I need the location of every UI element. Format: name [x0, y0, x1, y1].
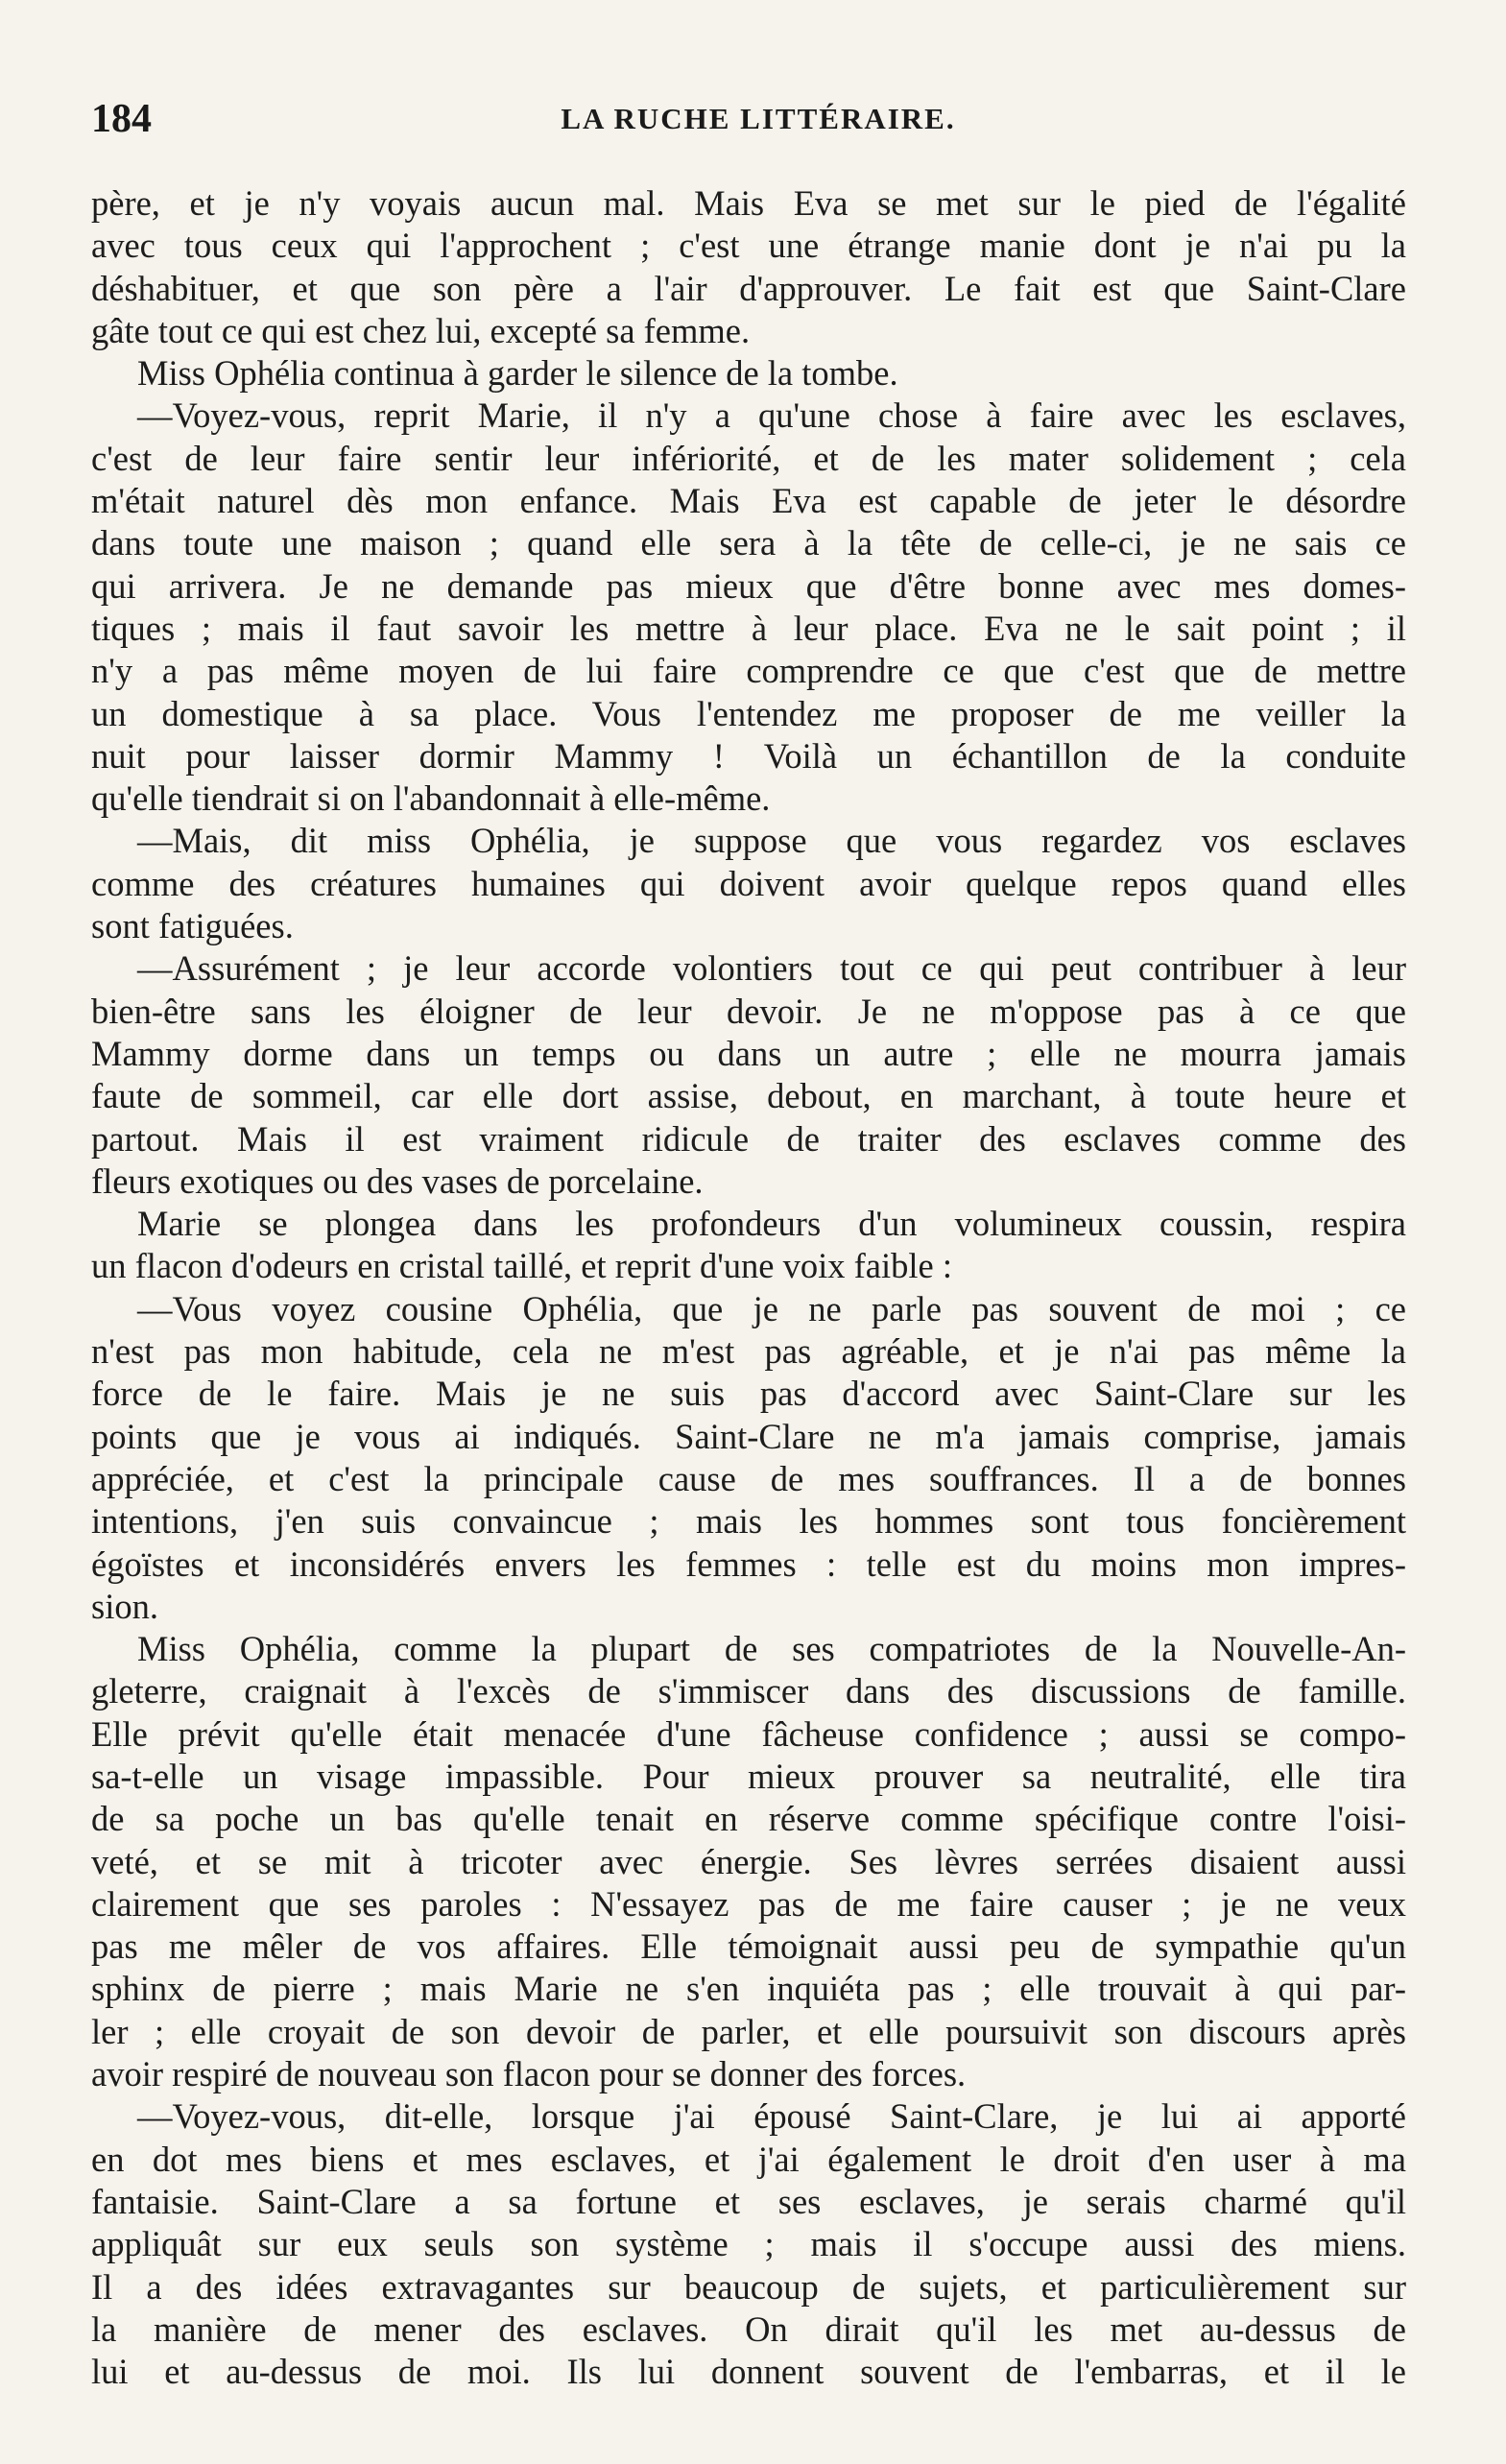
text-line: partout. Mais il est vraiment ridicule de traiter des esclaves comme des [91, 1118, 1406, 1159]
text-line: avec tous ceux qui l'approchent ; c'est une étrange manie dont je n'ai pu la [91, 226, 1406, 266]
text-line: ler ; elle croyait de son devoir de parler, et elle poursuivit son discours après [91, 2011, 1406, 2051]
text-line: bien-être sans les éloigner de leur devoir. Je ne m'oppose pas à ce que [91, 991, 1406, 1031]
text-line: père, et je n'y voyais aucun mal. Mais Eva se met sur le pied de l'égalité [91, 183, 1406, 223]
text-line: sont fatiguées. [91, 906, 294, 946]
text-line: clairement que ses paroles : N'essayez pas de me faire causer ; je ne veux [91, 1883, 1406, 1924]
text-line: —Vous voyez cousine Ophélia, que je ne parle pas souvent de moi ; ce [137, 1288, 1406, 1328]
running-title: LA RUCHE LITTÉRAIRE. [561, 102, 956, 135]
text-line: égoïstes et inconsidérés envers les femmes : telle est du moins mon impres- [91, 1543, 1406, 1584]
text-line: m'était naturel dès mon enfance. Mais Eva est capable de jeter le désordre [91, 481, 1406, 521]
text-line: —Voyez-vous, dit-elle, lorsque j'ai épousé Saint-Clare, je lui ai apporté [137, 2096, 1406, 2137]
text-line: Miss Ophélia continua à garder le silence de la tombe. [137, 353, 898, 394]
text-line: sphinx de pierre ; mais Marie ne s'en inquiéta pas ; elle trouvait à qui par- [91, 1969, 1406, 2009]
text-line: Il a des idées extravagantes sur beaucoup de sujets, et particulièrement sur [91, 2266, 1406, 2307]
text-line: pas me mêler de vos affaires. Elle témoignait aussi peu de sympathie qu'un [91, 1926, 1406, 1967]
text-line: un flacon d'odeurs en cristal taillé, et reprit d'une voix faible : [91, 1246, 952, 1286]
text-line: dans toute une maison ; quand elle sera à la tête de celle-ci, je ne sais ce [91, 523, 1406, 563]
text-line: —Assurément ; je leur accorde volontiers tout ce qui peut contribuer à leur [137, 948, 1406, 989]
text-line: lui et au-dessus de moi. Ils lui donnent souvent de l'embarras, et il le [91, 2352, 1406, 2392]
text-line: faute de sommeil, car elle dort assise, debout, en marchant, à toute heure et [91, 1076, 1406, 1116]
page-header [91, 96, 1425, 154]
text-line: —Mais, dit miss Ophélia, je suppose que vous regardez vos esclaves [137, 821, 1406, 861]
text-line: déshabituer, et que son père a l'air d'approuver. Le fait est que Saint-Clare [91, 268, 1406, 308]
text-line: Marie se plongea dans les profondeurs d'un volumineux coussin, respira [137, 1204, 1406, 1244]
text-line: veté, et se mit à tricoter avec énergie. Ses lèvres serrées disaient aussi [91, 1841, 1406, 1881]
text-line: fleurs exotiques ou des vases de porcelaine. [91, 1160, 704, 1201]
text-line: de sa poche un bas qu'elle tenait en réserve comme spécifique contre l'oisi- [91, 1799, 1406, 1839]
text-line: avoir respiré de nouveau son flacon pour se donner des forces. [91, 2054, 967, 2094]
body-text [91, 182, 1406, 2393]
text-line: points que je vous ai indiqués. Saint-Clare ne m'a jamais comprise, jamais [91, 1416, 1406, 1456]
text-line: fantaisie. Saint-Clare a sa fortune et ses esclaves, je serais charmé qu'il [91, 2181, 1406, 2221]
text-line: Elle prévit qu'elle était menacée d'une fâcheuse confidence ; aussi se compo- [91, 1713, 1406, 1754]
text-line: c'est de leur faire sentir leur infériorité, et de les mater solidement ; cela [91, 438, 1406, 478]
text-line: la manière de mener des esclaves. On dirait qu'il les met au-dessus de [91, 2309, 1406, 2349]
text-line: n'est pas mon habitude, cela ne m'est pas agréable, et je n'ai pas même la [91, 1331, 1406, 1372]
page-number: 184 [91, 97, 152, 141]
text-line: appliquât sur eux seuls son système ; mais il s'occupe aussi des miens. [91, 2224, 1406, 2264]
text-line: sion. [91, 1586, 158, 1626]
text-line: Mammy dorme dans un temps ou dans un autre ; elle ne mourra jamais [91, 1033, 1406, 1073]
text-line: force de le faire. Mais je ne suis pas d'accord avec Saint-Clare sur les [91, 1374, 1406, 1414]
text-line: appréciée, et c'est la principale cause de mes souffrances. Il a de bonnes [91, 1458, 1406, 1498]
text-line: qu'elle tiendrait si on l'abandonnait à elle-même. [91, 778, 771, 819]
text-line: —Voyez-vous, reprit Marie, il n'y a qu'une chose à faire avec les esclaves, [137, 395, 1406, 436]
text-line: intentions, j'en suis convaincue ; mais les hommes sont tous foncièrement [91, 1501, 1406, 1542]
text-line: n'y a pas même moyen de lui faire comprendre ce que c'est que de mettre [91, 651, 1406, 691]
text-line: tiques ; mais il faut savoir les mettre à leur place. Eva ne le sait point ; il [91, 608, 1406, 648]
text-line: gleterre, craignait à l'excès de s'immiscer dans des discussions de famille. [91, 1671, 1406, 1711]
text-line: un domestique à sa place. Vous l'entendez me proposer de me veiller la [91, 693, 1406, 733]
text-line: en dot mes biens et mes esclaves, et j'ai également le droit d'en user à ma [91, 2139, 1406, 2179]
text-line: qui arrivera. Je ne demande pas mieux que d'être bonne avec mes domes- [91, 565, 1406, 606]
text-line: sa-t-elle un visage impassible. Pour mieux prouver sa neutralité, elle tira [91, 1756, 1406, 1796]
text-line: Miss Ophélia, comme la plupart de ses compatriotes de la Nouvelle-An- [137, 1629, 1406, 1669]
text-line: gâte tout ce qui est chez lui, excepté sa femme. [91, 310, 751, 350]
text-line: comme des créatures humaines qui doivent avoir quelque repos quand elles [91, 863, 1406, 903]
text-line: nuit pour laisser dormir Mammy ! Voilà un échantillon de la conduite [91, 735, 1406, 776]
